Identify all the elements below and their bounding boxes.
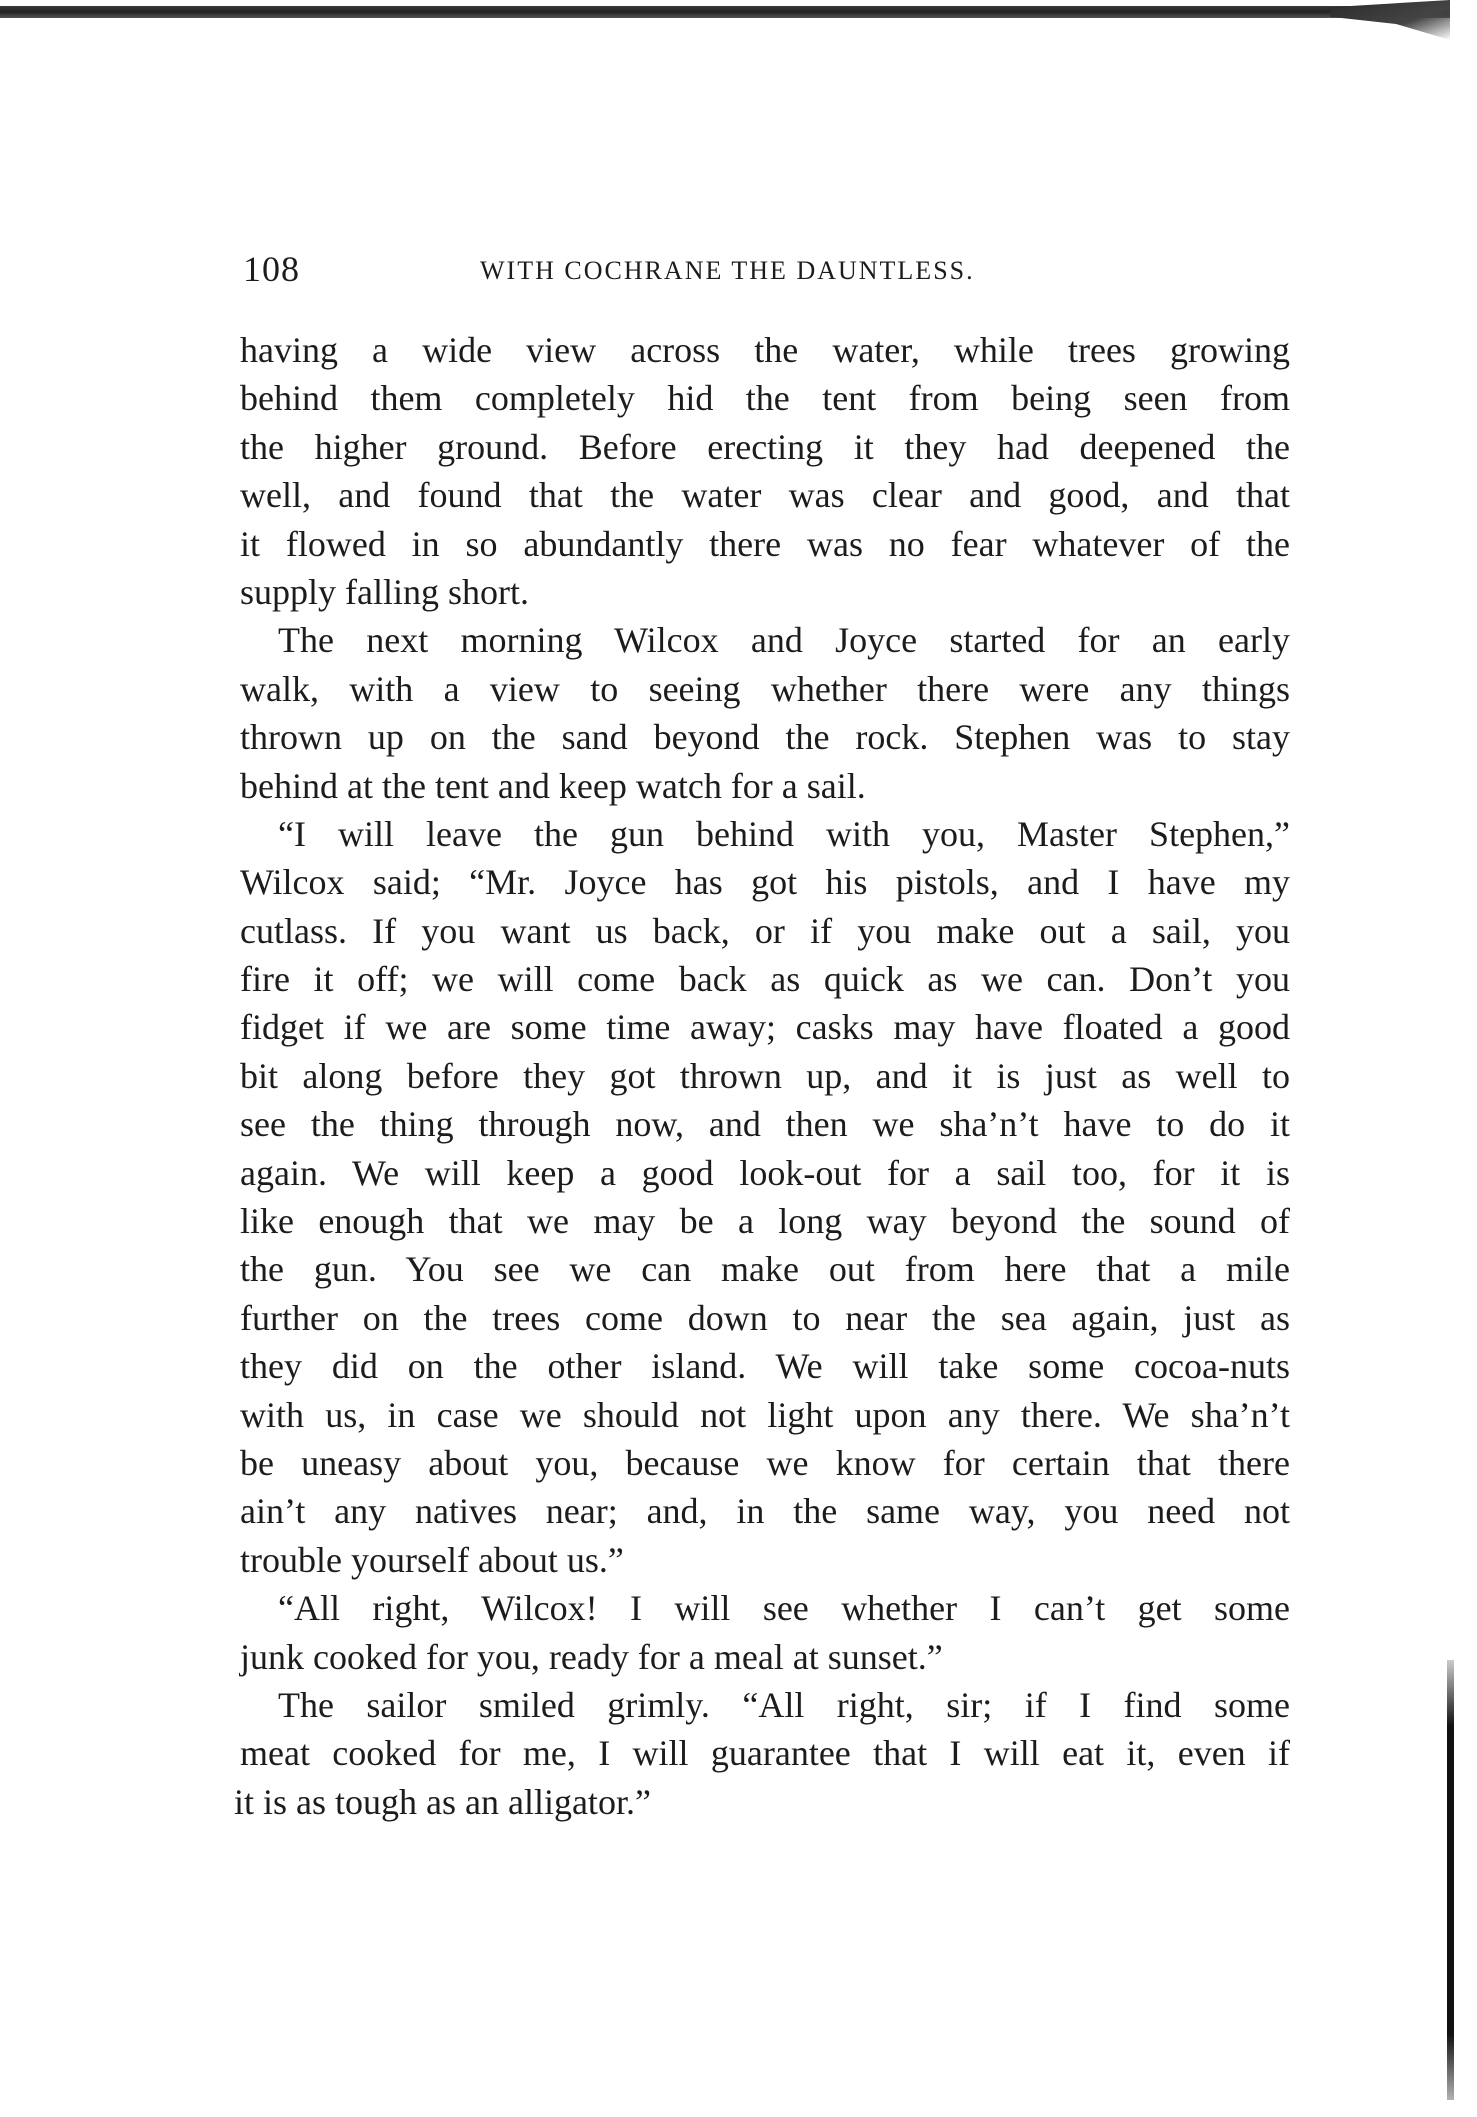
text-line: having a wide view across the water, while trees growing [240, 330, 1290, 370]
text-line: like enough that we may be a long way beyond the sound of [240, 1201, 1290, 1242]
text-line: junk cooked for you, ready for a meal at sunset.” [240, 1636, 943, 1677]
body-text [234, 326, 1290, 1826]
text-line: trouble yourself about us.” [240, 1539, 624, 1580]
text-line: Wilcox said; “Mr. Joyce has got his pistols, and I have my [240, 862, 1290, 903]
text-line: well, and found that the water was clear and good, and that [240, 475, 1290, 516]
text-line: further on the trees come down to near the sea again, just as [240, 1297, 1290, 1338]
text-line: meat cooked for me, I will guarantee that I will eat it, even if [240, 1733, 1290, 1774]
text-line: fire it off; we will come back as quick as we can. Don’t you [240, 959, 1290, 1000]
text-line: it is as tough as an alligator.” [234, 1781, 651, 1822]
text-line: see the thing through now, and then we sha’n’t have to do it [240, 1104, 1290, 1145]
running-title: WITH COCHRANE THE DAUNTLESS. [480, 256, 975, 285]
text-line: fidget if we are some time away; casks may have floated a good [240, 1007, 1290, 1048]
text-line: be uneasy about you, because we know for certain that there [240, 1442, 1290, 1483]
text-line: The next morning Wilcox and Joyce started for an early [278, 620, 1290, 661]
text-line: The sailor smiled grimly. “All right, sir; if I find some [278, 1684, 1290, 1725]
text-line: cutlass. If you want us back, or if you make out a sail, you [240, 910, 1290, 951]
text-line: “All right, Wilcox! I will see whether I can’t get some [278, 1588, 1290, 1629]
text-line: supply falling short. [240, 571, 529, 612]
text-line: walk, with a view to seeing whether there were any things [240, 668, 1290, 709]
text-line: they did on the other island. We will take some cocoa-nuts [240, 1346, 1290, 1387]
text-line: behind at the tent and keep watch for a sail. [240, 765, 866, 806]
text-line: bit along before they got thrown up, and it is just as well to [240, 1055, 1290, 1096]
text-line: “I will leave the gun behind with you, Master Stephen,” [278, 813, 1290, 854]
right-edge-scan-mark [1447, 1660, 1454, 2100]
running-head [243, 248, 1283, 298]
top-scan-rule [0, 6, 1450, 18]
text-line: ain’t any natives near; and, in the same way, you need not [240, 1491, 1290, 1532]
page-number: 108 [243, 249, 300, 289]
text-line: thrown up on the sand beyond the rock. Stephen was to stay [240, 717, 1290, 758]
text-line: the gun. You see we can make out from here that a mile [240, 1249, 1290, 1290]
text-line: again. We will keep a good look-out for a sail too, for it is [240, 1152, 1290, 1193]
text-line: the higher ground. Before erecting it they had deepened the [240, 426, 1290, 467]
text-line: it flowed in so abundantly there was no fear whatever of the [240, 523, 1290, 564]
text-line: with us, in case we should not light upon any there. We sha’n’t [240, 1394, 1290, 1435]
text-line: behind them completely hid the tent from being seen from [240, 378, 1290, 419]
